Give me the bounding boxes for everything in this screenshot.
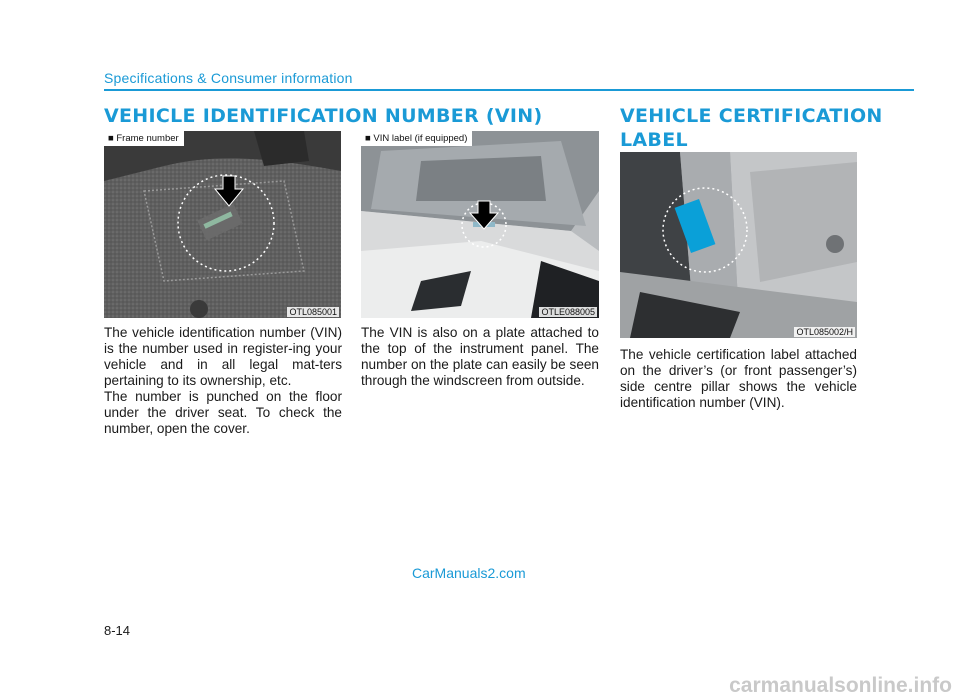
page-number: 8-14 xyxy=(104,623,131,638)
frame-number-figure xyxy=(104,131,341,318)
header-rule xyxy=(104,89,914,91)
vin-label-illustration xyxy=(361,131,599,318)
frame-number-code: OTL085001 xyxy=(289,307,337,317)
vin-paragraph-3: The VIN is also on a plate attached to the top of the instrument panel. The number on the plate can easily be seen through the windscreen from outside. xyxy=(361,325,599,388)
watermark-site[interactable]: CarManuals2.com xyxy=(412,565,526,581)
vin-paragraph-1: The vehicle identification number (VIN) is the number used in register-ing your vehicle and in all legal mat-ters pertaining to its ownership, etc. xyxy=(104,325,342,388)
cert-label-code: OTL085002/H xyxy=(796,327,853,337)
cert-label-illustration xyxy=(620,152,857,338)
vin-label-code: OTLE088005 xyxy=(541,307,595,317)
cert-title-line2: LABEL xyxy=(620,129,688,151)
section-header: Specifications & Consumer information xyxy=(104,70,353,86)
cert-paragraph: The vehicle certification label attached on the driver’s (or front passenger’s) side centre pillar shows the vehicle identification number (VIN). xyxy=(620,347,857,410)
watermark-bottom: carmanualsonline.info xyxy=(729,674,952,697)
frame-number-caption: ■ Frame number xyxy=(104,131,184,146)
vin-label-caption: ■ VIN label (if equipped) xyxy=(361,131,472,146)
cert-title-line1: VEHICLE CERTIFICATION xyxy=(620,105,883,127)
vin-label-figure xyxy=(361,131,599,318)
vin-title: VEHICLE IDENTIFICATION NUMBER (VIN) xyxy=(104,105,543,127)
cert-label-figure xyxy=(620,152,857,338)
vin-paragraph-2: The number is punched on the floor under the driver seat. To check the number, open the cover. xyxy=(104,389,342,436)
frame-number-illustration xyxy=(104,131,341,318)
